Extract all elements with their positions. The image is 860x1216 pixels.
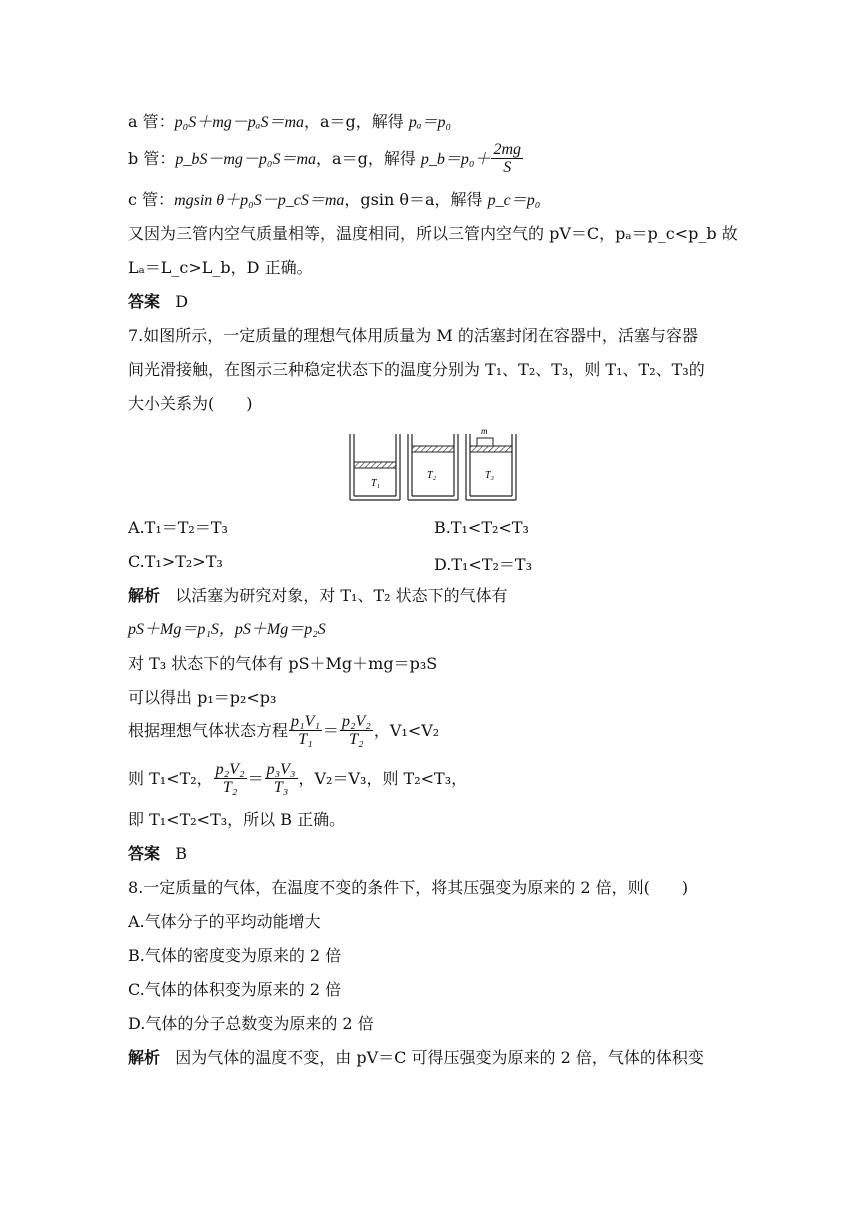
q8-option-a: A.气体分子的平均动能增大	[128, 912, 321, 931]
answer-7: 答案 B	[128, 844, 188, 863]
fraction-p2v2-t2-b: $\frac{\text{p₂V₂}}{\text{T₂}}$	[215, 761, 245, 796]
fraction-p3v3-t3: $\frac{\text{p₃V₃}}{\text{T₃}}$	[266, 761, 296, 796]
sol7-line-2: pS＋Mg＝p₁S，pS＋Mg＝p₂S	[128, 621, 326, 638]
sol7-line-6: 则 T₁<T₂， $\frac{\text{p₂V₂}}{\text{T₂}}$ ＝ $\frac{\text{p₃V₃}}{\text{T₃}}$ ，V₂＝V₃，则 T₂<T₃，	[128, 761, 468, 796]
q8-stem: 8.一定质量的气体，在温度不变的条件下，将其压强变为原来的 2 倍，则( )	[128, 878, 689, 897]
q8-option-c: C.气体的体积变为原来的 2 倍	[128, 980, 342, 999]
container-3	[466, 434, 516, 500]
q7-option-b: B.T₁<T₂<T₃	[434, 518, 529, 537]
sol7-line-3: 对 T₃ 状态下的气体有 pS＋Mg＋mg＝p₃S	[128, 654, 438, 673]
sol8-line-1: 解析 因为气体的温度不变，由 pV＝C 可得压强变为原来的 2 倍，气体的体积变	[128, 1048, 704, 1067]
conclusion-line-2: Lₐ＝L_c>L_b，D 正确。	[128, 258, 313, 277]
fraction-p1v1-t1: $\frac{\text{p₁V₁}}{\text{T₁}}$	[291, 713, 320, 748]
q7-stem-line-1: 7.如图所示，一定质量的理想气体用质量为 M 的活塞封闭在容器中，活塞与容器	[128, 326, 698, 345]
mass-block	[477, 438, 493, 446]
label-t3: T₃	[485, 470, 495, 481]
sol7-line-1: 解析 以活塞为研究对象，对 T₁、T₂ 状态下的气体有	[128, 586, 508, 605]
label-m: m	[481, 426, 488, 436]
piston-1	[354, 462, 396, 468]
solution-line-b: b 管：p_bS－mg－p₀S＝ma，a＝g，解得 p_b＝p₀＋ $\frac{2mg}{S}$	[128, 141, 522, 176]
sol7-line-7: 即 T₁<T₂<T₃，所以 B 正确。	[128, 810, 346, 829]
label-t2: T₂	[427, 470, 437, 481]
q8-option-d: D.气体的分子总数变为原来的 2 倍	[128, 1014, 374, 1033]
q7-option-d: D.T₁<T₂＝T₃	[434, 555, 533, 574]
container-1	[350, 434, 400, 500]
q8-option-b: B.气体的密度变为原来的 2 倍	[128, 946, 342, 965]
fraction-2mg-over-s: $\frac{2mg}{S}$	[493, 141, 522, 176]
sol7-line-5: 根据理想气体状态方程 $\frac{\text{p₁V₁}}{\text{T₁}}$ ＝ $\frac{\text{p₂V₂}}{\text{T₂}}$ ，V₁<V₂	[128, 713, 440, 748]
solution-line-a: a 管：p₀S＋mg－pₐS＝ma，a＝g，解得 pₐ＝p₀	[128, 112, 452, 131]
label-t1: T₁	[371, 478, 381, 489]
container-2	[408, 434, 458, 500]
q7-option-a: A.T₁＝T₂＝T₃	[128, 518, 228, 537]
three-containers-figure	[346, 424, 522, 504]
piston-3	[470, 446, 512, 452]
fraction-p2v2-t2: $\frac{\text{p₂V₂}}{\text{T₂}}$	[341, 713, 371, 748]
q7-stem-line-2: 间光滑接触，在图示三种稳定状态下的温度分别为 T₁、T₂、T₃，则 T₁、T₂、T₃的	[128, 360, 705, 379]
conclusion-line-1: 又因为三管内空气质量相等，温度相同，所以三管内空气的 pV＝C，pₐ＝p_c<p_b 故	[128, 224, 738, 243]
solution-line-c: c 管：mgsin θ＋p₀S－p_cS＝ma，gsin θ＝a，解得 p_c＝p₀	[128, 190, 541, 209]
answer-6: 答案 D	[128, 292, 189, 311]
piston-2	[412, 446, 454, 452]
q7-option-c: C.T₁>T₂>T₃	[128, 552, 223, 571]
sol7-line-4: 可以得出 p₁＝p₂<p₃	[128, 688, 277, 707]
q7-stem-line-3: 大小关系为( )	[128, 394, 253, 413]
